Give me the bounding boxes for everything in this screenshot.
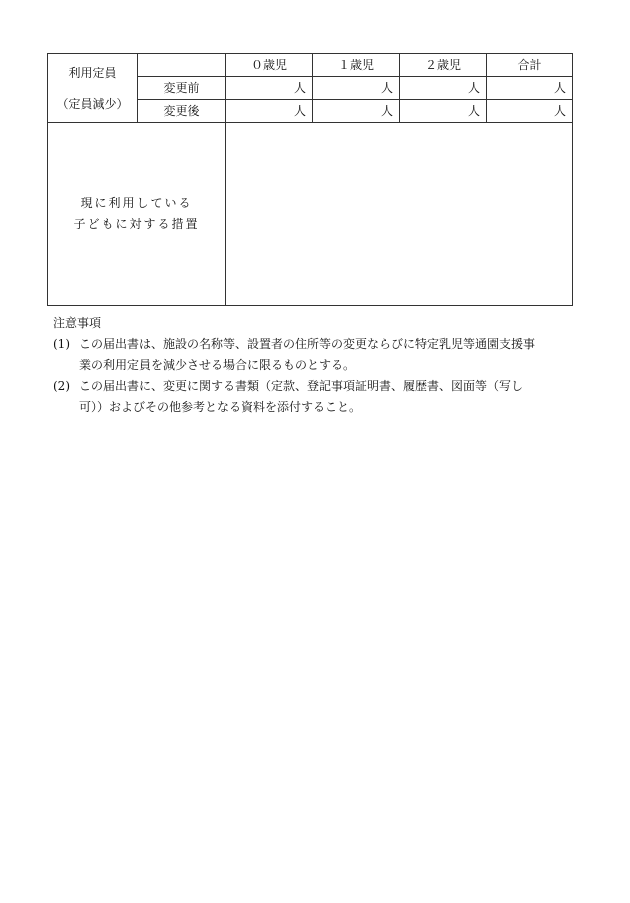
note-text-line: 業の利用定員を減少させる場合に限るものとする。 xyxy=(79,358,356,372)
change-notification-table xyxy=(47,53,573,306)
after-age-1-field[interactable]: 人 xyxy=(313,100,400,123)
measures-label-line-1: 現に利用している xyxy=(80,196,193,210)
col-header-total: 合計 xyxy=(487,54,573,77)
measures-input-area[interactable] xyxy=(226,123,573,306)
capacity-label: 利用定員 xyxy=(68,65,117,80)
capacity-decrease-label: （定員減少） xyxy=(56,96,129,111)
before-age-0-field[interactable]: 人 xyxy=(226,77,313,100)
before-total-field[interactable]: 人 xyxy=(487,77,573,100)
col-header-age-0: ０歳児 xyxy=(226,54,313,77)
col-header-age-1: １歳児 xyxy=(313,54,400,77)
after-age-0-field[interactable]: 人 xyxy=(226,100,313,123)
header-row xyxy=(48,54,573,77)
measures-label-cell xyxy=(48,123,226,306)
after-age-2-field[interactable]: 人 xyxy=(400,100,487,123)
capacity-label-cell xyxy=(48,54,138,123)
note-item-1 xyxy=(53,334,583,376)
before-age-1-field[interactable]: 人 xyxy=(313,77,400,100)
note-text-line: この届出書に、変更に関する書類（定款、登記事項証明書、履歴書、図面等（写し xyxy=(79,379,524,393)
after-total-field[interactable]: 人 xyxy=(487,100,573,123)
note-number: (2) xyxy=(53,379,70,393)
col-header-age-2: ２歳児 xyxy=(400,54,487,77)
note-item-2 xyxy=(53,376,583,418)
before-age-2-field[interactable]: 人 xyxy=(400,77,487,100)
note-text-line: この届出書は、施設の名称等、設置者の住所等の変更ならびに特定乳児等通園支援事 xyxy=(79,337,536,351)
notes-title: 注意事項 xyxy=(53,316,102,330)
row-label-after: 変更後 xyxy=(138,100,226,123)
empty-header-cell xyxy=(138,54,226,77)
notes-section xyxy=(53,313,583,418)
measures-label-line-2: 子どもに対する措置 xyxy=(73,217,200,231)
note-text-line: 可））およびその他参考となる資料を添付すること。 xyxy=(79,400,362,414)
measures-row xyxy=(48,123,573,306)
note-number: (1) xyxy=(53,337,70,351)
row-label-before: 変更前 xyxy=(138,77,226,100)
